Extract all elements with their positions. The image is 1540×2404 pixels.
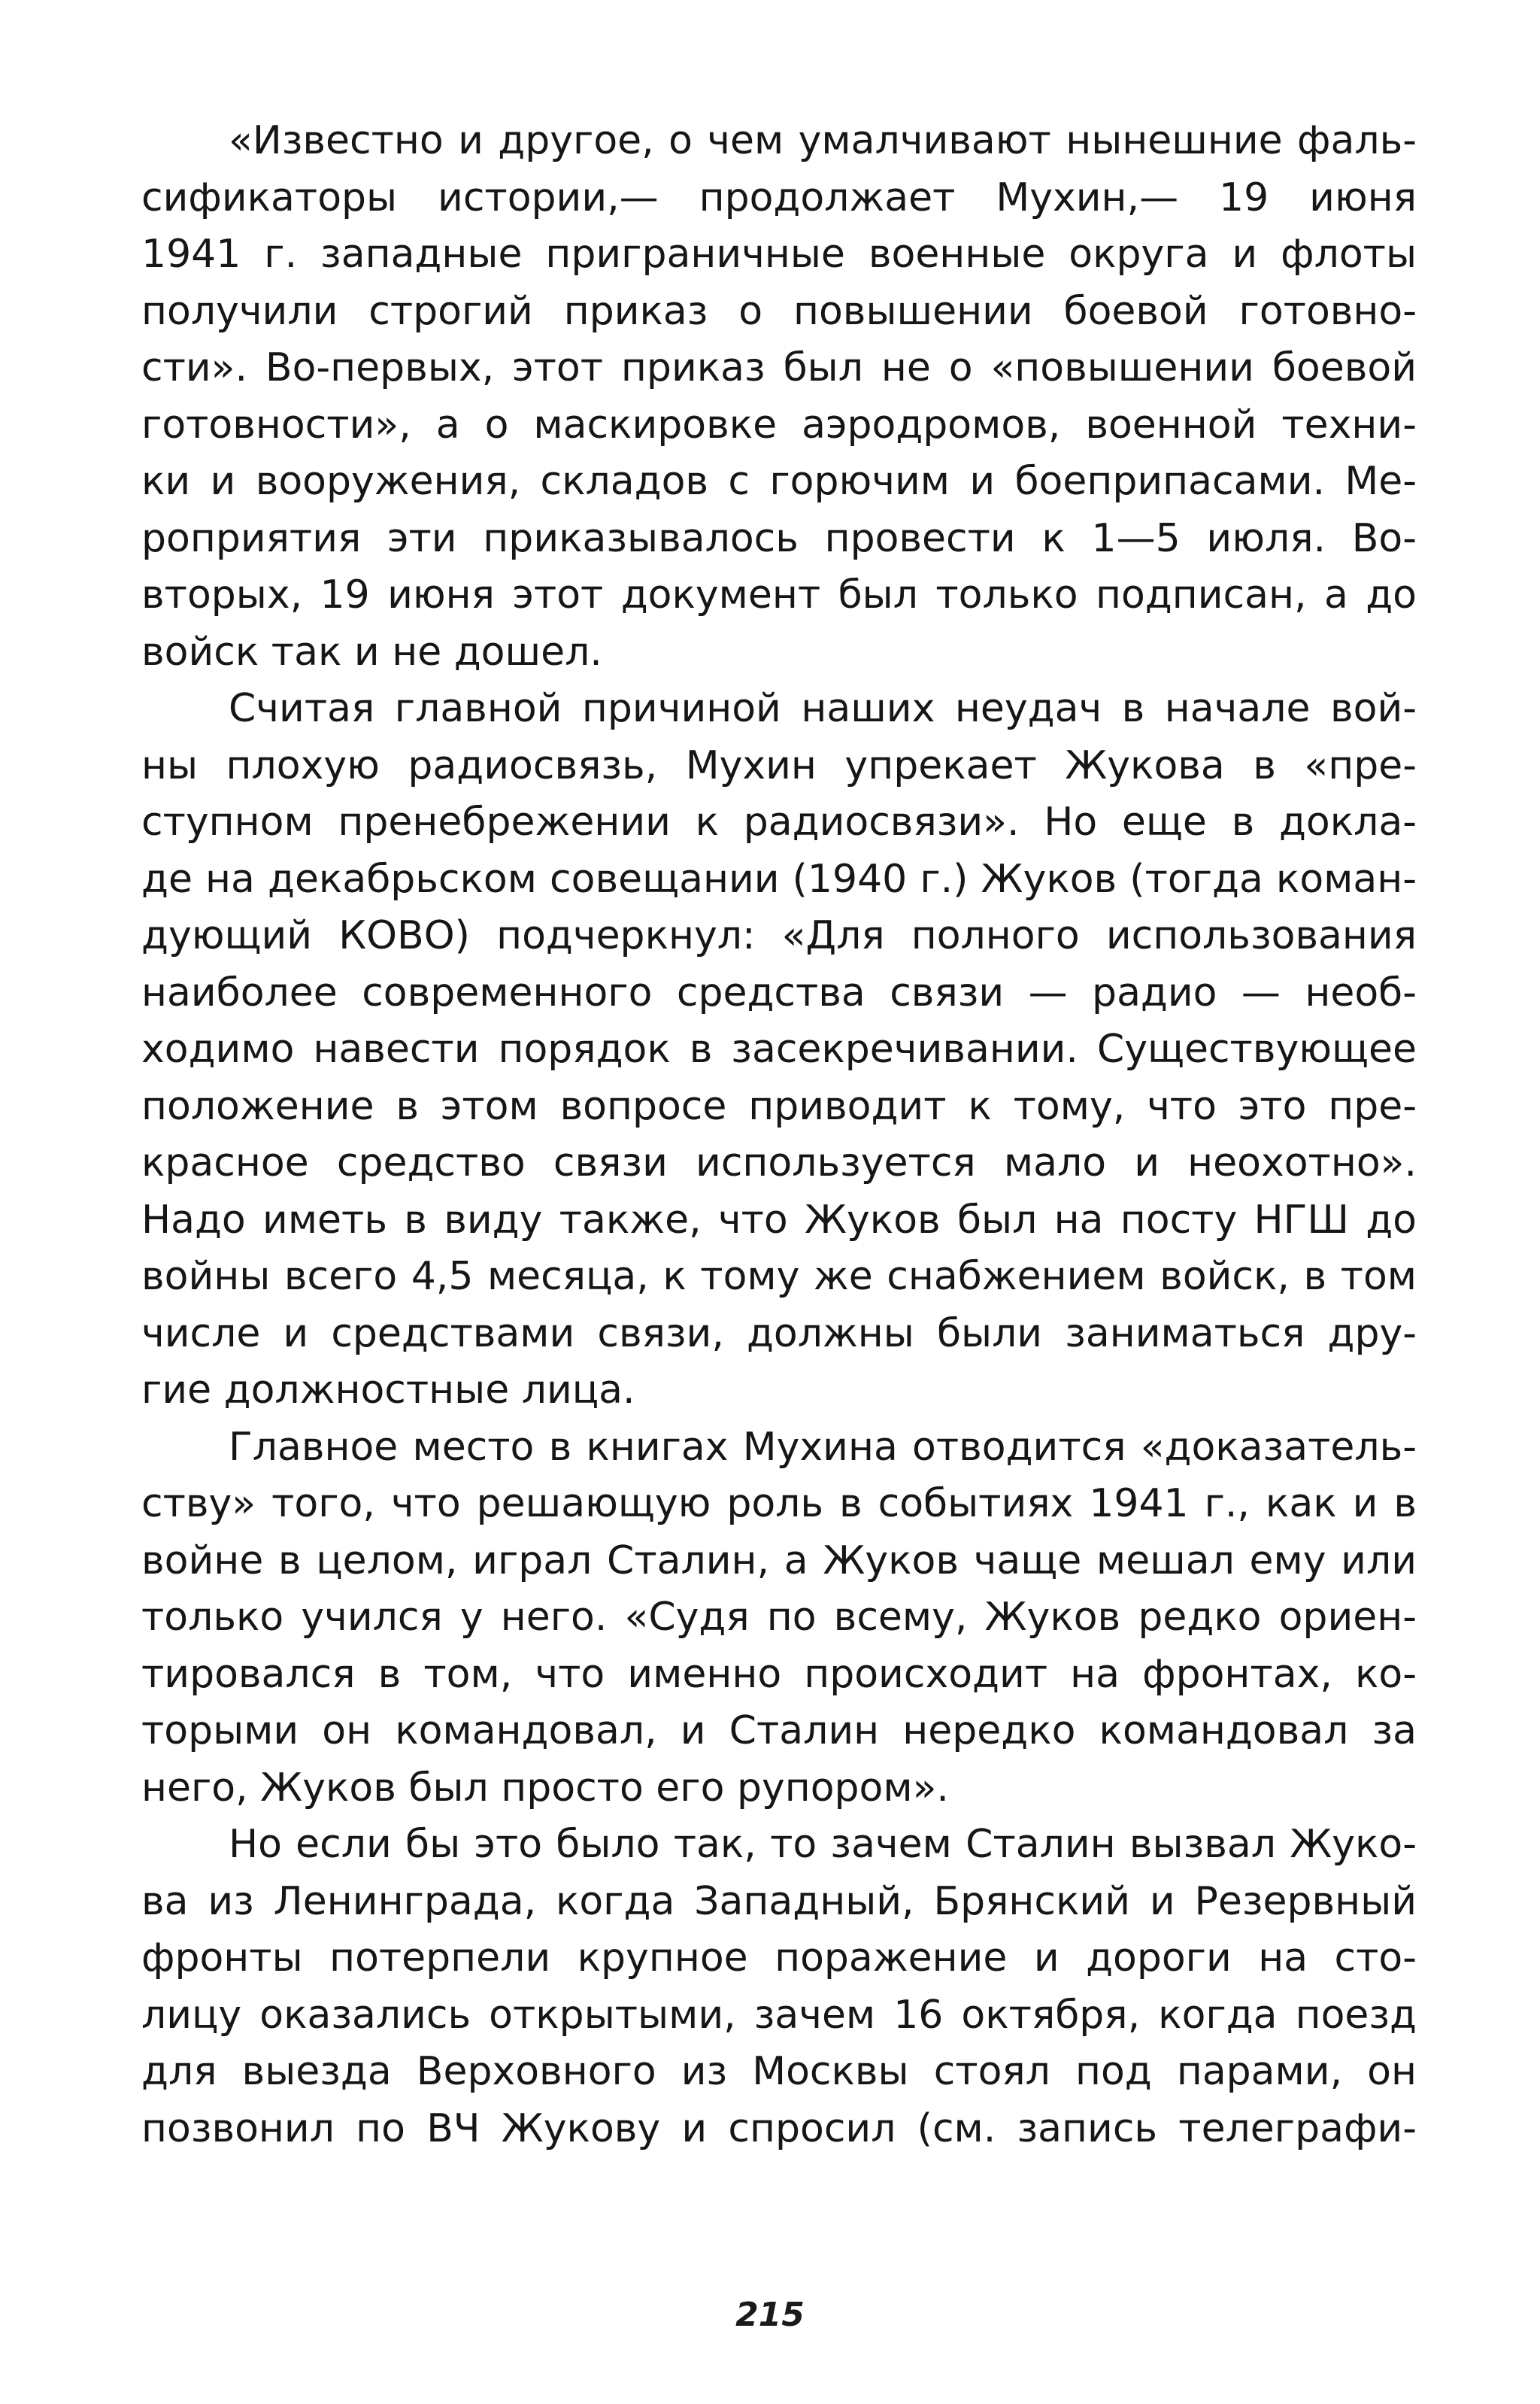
text-line: него, Жуков был просто его рупором». bbox=[141, 1765, 949, 1811]
text-line: гие должностные лица. bbox=[141, 1367, 635, 1413]
text-line: для выезда Верховного из Москвы стоял под парами, он bbox=[141, 2049, 1417, 2094]
text-line: роприятия эти приказывалось провести к 1—5 июля. Во- bbox=[141, 515, 1417, 561]
text-line: числе и средствами связи, должны были заниматься дру- bbox=[141, 1310, 1417, 1356]
paragraph bbox=[141, 1817, 1417, 2157]
text-line: Но если бы это было так, то зачем Сталин вызвал Жуко- bbox=[229, 1822, 1417, 1867]
text-line: ки и вооружения, складов с горючим и боеприпасами. Ме- bbox=[141, 459, 1417, 504]
text-line: дующий КОВО) подчеркнул: «Для полного использования bbox=[141, 913, 1417, 958]
paragraph bbox=[141, 681, 1417, 1419]
text-line: только учился у него. «Судя по всему, Жуков редко ориен- bbox=[141, 1595, 1417, 1640]
page-body bbox=[141, 113, 1417, 2157]
text-line: войне в целом, играл Сталин, а Жуков чаще мешал ему или bbox=[141, 1537, 1417, 1583]
text-line: войск так и не дошел. bbox=[141, 629, 602, 675]
text-line: Считая главной причиной наших неудач в начале вой- bbox=[229, 686, 1417, 731]
text-line: положение в этом вопросе приводит к тому, что это пре- bbox=[141, 1083, 1417, 1129]
text-line: 1941 г. западные приграничные военные округа и флоты bbox=[141, 232, 1417, 277]
text-line: ва из Ленинграда, когда Западный, Брянский и Резервный bbox=[141, 1878, 1417, 1924]
text-line: ству» того, что решающую роль в событиях 1941 г., как и в bbox=[141, 1481, 1417, 1526]
text-line: войны всего 4,5 месяца, к тому же снабжением войск, в том bbox=[141, 1254, 1417, 1299]
text-line: лицу оказались открытыми, зачем 16 октября, когда поезд bbox=[141, 1992, 1417, 2038]
text-line: ступном пренебрежении к радиосвязи». Но еще в докла- bbox=[141, 800, 1417, 845]
text-line: получили строгий приказ о повышении боевой готовно- bbox=[141, 288, 1417, 334]
text-line: готовности», а о маскировке аэродромов, военной техни- bbox=[141, 402, 1417, 448]
text-line: Надо иметь в виду также, что Жуков был на посту НГШ до bbox=[141, 1197, 1417, 1243]
text-line: тировался в том, что именно происходит на фронтах, ко- bbox=[141, 1651, 1417, 1697]
text-line: «Известно и другое, о чем умалчивают нынешние фаль- bbox=[229, 118, 1417, 163]
paragraph bbox=[141, 1419, 1417, 1817]
text-line: ны плохую радиосвязь, Мухин упрекает Жукова в «пре- bbox=[141, 742, 1417, 788]
paragraph bbox=[141, 113, 1417, 681]
text-line: сификаторы истории,— продолжает Мухин,— 19 июня bbox=[141, 175, 1417, 220]
text-line: торыми он командовал, и Сталин нередко командовал за bbox=[141, 1708, 1417, 1753]
text-line: вторых, 19 июня этот документ был только подписан, а до bbox=[141, 572, 1417, 618]
text-line: красное средство связи используется мало и неохотно». bbox=[141, 1140, 1417, 1185]
text-line: наиболее современного средства связи — радио — необ- bbox=[141, 970, 1417, 1015]
text-line: позвонил по ВЧ Жукову и спросил (см. запись телеграфи- bbox=[141, 2105, 1417, 2151]
text-line: сти». Во-первых, этот приказ был не о «повышении боевой bbox=[141, 345, 1417, 390]
page-number: 215 bbox=[735, 2296, 805, 2334]
text-line: Главное место в книгах Мухина отводится «доказатель- bbox=[229, 1424, 1417, 1470]
text-line: фронты потерпели крупное поражение и дороги на сто- bbox=[141, 1935, 1417, 1981]
text-line: ходимо навести порядок в засекречивании. Существующее bbox=[141, 1027, 1417, 1072]
text-line: де на декабрьском совещании (1940 г.) Жуков (тогда коман- bbox=[141, 856, 1417, 902]
